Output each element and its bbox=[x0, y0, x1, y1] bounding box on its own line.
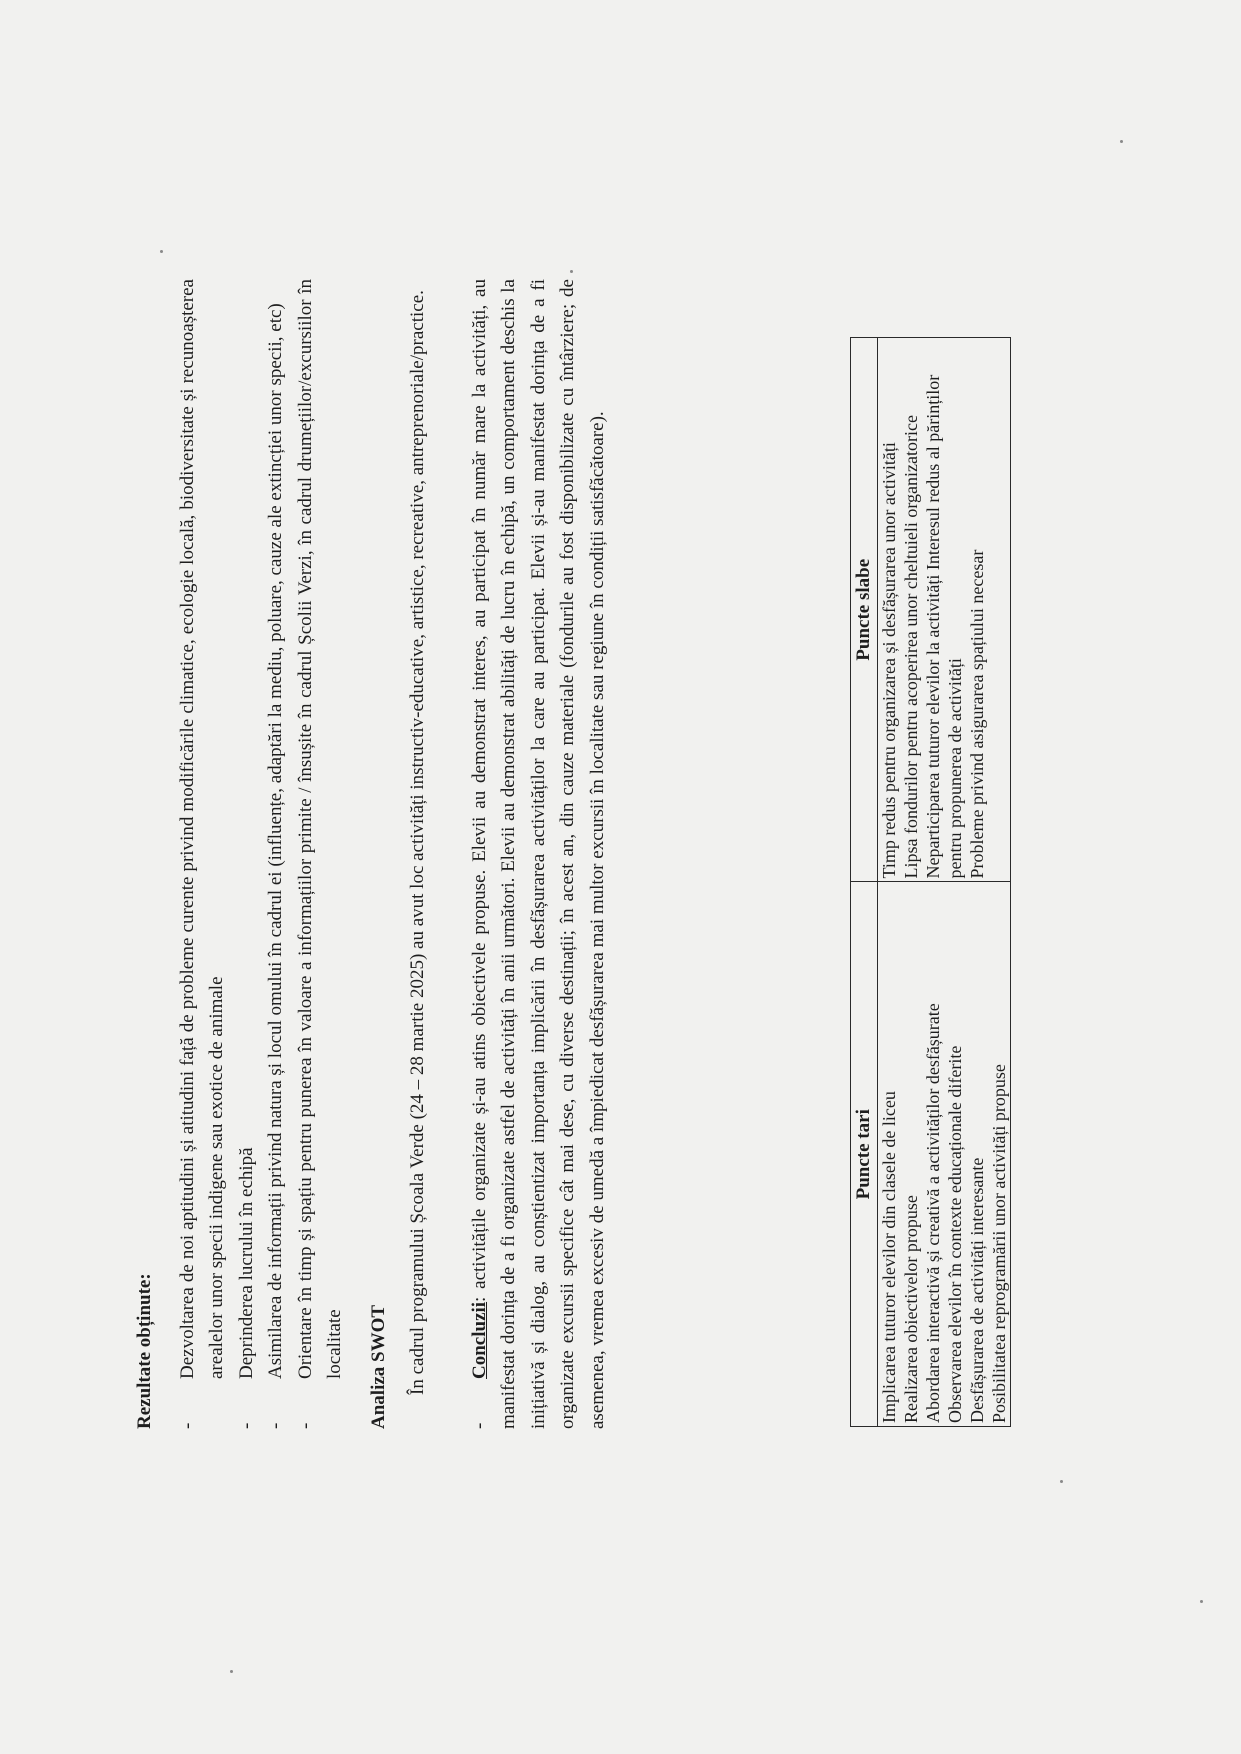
conclusions-paragraph bbox=[465, 279, 613, 1429]
list-dash: - bbox=[265, 1422, 286, 1429]
strength-item: Implicarea tuturor elevilor din clasele de liceu bbox=[879, 1091, 899, 1423]
conclusions-lead: Concluzii bbox=[468, 1301, 490, 1379]
results-list bbox=[173, 279, 350, 1429]
strength-item: Abordarea interactivă și creativă a activităților desfășurate bbox=[923, 1003, 943, 1423]
results-heading bbox=[130, 279, 160, 1429]
list-item bbox=[173, 279, 232, 1429]
list-item-text: Dezvoltarea de noi aptitudini și atitudini față de probleme curente privind modificările climatice, ecologie locală, biodiversitate și recunoașterea arealelor unor specii indigene sau exotice de animale bbox=[176, 279, 227, 1379]
list-dash: - bbox=[176, 1422, 198, 1429]
list-item bbox=[261, 279, 291, 1429]
weaknesses-header: Puncte slabe bbox=[851, 338, 878, 883]
list-item-text: Deprinderea lucrului în echipă bbox=[235, 1147, 257, 1379]
weakness-item: Probleme privind asigurarea spațiului necesar bbox=[967, 549, 987, 879]
document-body bbox=[130, 279, 612, 1429]
scan-speck bbox=[1120, 140, 1123, 143]
results-heading-text: Rezultate obținute bbox=[134, 1279, 155, 1429]
table-row bbox=[878, 338, 1011, 1427]
list-dash: - bbox=[235, 1422, 257, 1429]
weaknesses-cell bbox=[878, 338, 1011, 883]
scan-speck bbox=[570, 270, 573, 273]
results-heading-colon: : bbox=[134, 1273, 155, 1280]
strengths-cell bbox=[878, 882, 1011, 1427]
strength-item: Observarea elevilor în contexte educaționale diferite bbox=[945, 1045, 965, 1423]
weakness-item: Lipsa fondurilor pentru acoperirea unor cheltuieli organizatorice bbox=[901, 415, 921, 879]
weakness-item: Neparticiparea tuturor elevilor la activități Interesul redus al părinților pentru propunerea de activități bbox=[923, 374, 965, 879]
conclusions-dash: - bbox=[468, 1422, 490, 1429]
strength-item: Desfășurarea de activități interesante bbox=[967, 1157, 987, 1423]
scan-speck bbox=[230, 1670, 233, 1673]
strength-item: Realizarea obiectivelor propuse bbox=[901, 1195, 921, 1423]
list-item-text: Orientare în timp și spațiu pentru punerea în valoare a informațiilor primite / însușite în cadrul Școlii Verzi, în cadrul drumețiilor/excursiilor în localitate bbox=[294, 279, 345, 1379]
list-item-text: Asimilarea de informații privind natura și locul omului în cadrul ei (influențe, adaptări la mediu, poluare, cauze ale extincției unor specii, etc) bbox=[265, 303, 286, 1379]
table-header-row bbox=[851, 338, 878, 1427]
scan-speck bbox=[160, 250, 163, 253]
swot-table bbox=[850, 337, 1011, 1427]
weakness-item: Timp redus pentru organizarea și desfășurarea unor activități bbox=[879, 442, 899, 879]
list-item bbox=[232, 279, 262, 1429]
swot-heading: Analiza SWOT bbox=[367, 1304, 389, 1429]
strength-item: Posibilitatea reprogramării unor activități propuse bbox=[989, 1064, 1009, 1423]
scan-speck bbox=[1200, 1600, 1203, 1603]
list-dash: - bbox=[294, 1422, 316, 1429]
swot-intro: În cadrul programului Școala Verde (24 – 28 martie 2025) au avut loc activități instructiv-educative, artistice, recreative, antreprenoriale/practice. bbox=[407, 290, 428, 1395]
list-item bbox=[291, 279, 350, 1429]
strengths-header: Puncte tari bbox=[851, 882, 878, 1427]
conclusions-text: : activitățile organizate și-au atins obiectivele propuse. Elevii au demonstrat interes, au participat în număr mare la activități, au manifestat dorința de a fi organizate astfel de activități în anii următori. Elevii au demonstrat abilități de lucru în echipă, un comportament deschis la inițiativă și dialog, au conștientizat importanța implicării în desfășurarea activităților la care au participat. Elevii și-au manifestat dorința de a fi organizate excursii specifice cât mai dese, cu diverse destinații; în acest an, din cauze materiale (fondurile au fost disponibilizate cu întârziere; de asemenea, vremea excesiv de umedă a împiedicat desfășurarea mai multor excursii în localitate sau regiune în condiții satisfăcătoare). bbox=[468, 279, 608, 1429]
scan-speck bbox=[1060, 1480, 1063, 1483]
